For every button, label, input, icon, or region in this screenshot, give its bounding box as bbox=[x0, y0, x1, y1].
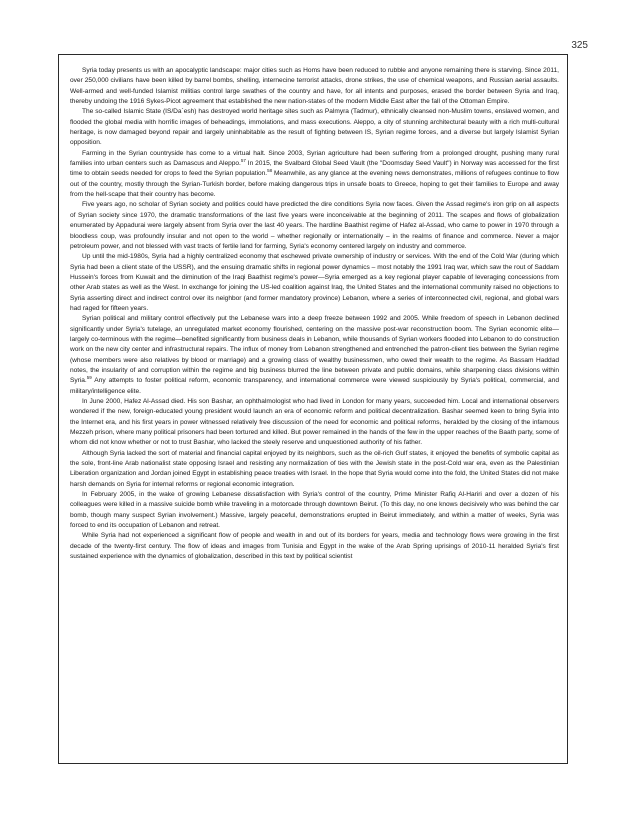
text-frame bbox=[58, 54, 568, 764]
paragraph-text: Farming in the Syrian countryside has come to a virtual halt. Since 2003, Syrian agriculture had been suffering from a prolonged drought, pushing many rural families into urban centers such as Damascus and Aleppo. bbox=[70, 149, 559, 168]
paragraph-7 bbox=[70, 397, 559, 449]
paragraph-9 bbox=[70, 490, 559, 531]
paragraph-text: Syrian political and military control effectively put the Lebanese wars into a deep freeze between 1992 and 2005. While freedom of speech in Lebanon declined significantly under Syria's tutelage, an unregulated market economy flourished, centering on the massive post-war reconstruction boom. The Syrian economic elite—largely co-terminous with the regime—benefited significantly from business deals in Lebanon, while thousands of Syrian workers flooded into Lebanon to do construction work on the new city center and infrastructural repairs. The influx of money from Lebanon strengthened and entrenched the patron-client ties between the Syrian regime (whose members were also relatives by blood or marriage) and a growing class of wealthy businessmen, who owed their wealth to the regime. As Bassam Haddad notes, the insularity of and corruption within the regime and big business blurred the line between private and public domains, while sharpening class divisions within Syria. bbox=[70, 315, 559, 385]
paragraph-text: While Syria had not experienced a significant flow of people and wealth in and out of its borders for years, media and technology flows were growing in the first decade of the twenty-first century. The flow of ideas and images from Tunisia and Egypt in the wake of the Arab Spring uprisings of 2010-11 heralded Syria's first sustained experience with the dynamics of globalization, described in this text by political scientist bbox=[70, 532, 559, 561]
paragraph-text: Although Syria lacked the sort of material and financial capital enjoyed by its neighbors, such as the oil-rich Gulf states, it enjoyed the benefits of symbolic capital as the sole, front-line Arab nationalist state opposing Israel and resisting any normalization of ties with the Jewish state in the post-Cold war era, even as the Palestinian Liberation organization and Jordan joined Egypt in establishing peace treaties with Israel. In the hope that Syria would come into the fold, the United States did not make harsh demands on Syria for internal reforms or regional economic integration. bbox=[70, 449, 559, 488]
paragraph-5 bbox=[70, 252, 559, 314]
paragraph-text: The so-called Islamic State (IS/Da`esh) has destroyed world heritage sites such as Palmyra (Tadmur), ethnically cleansed non-Muslim towns, enslaved women, and flooded the global media with horrific images of beheadings, immolations, and mass executions. Aleppo, a city of stunning architectural beauty with a rich multi-cultural heritage, is now damaged beyond repair and largely uninhabitable as the result of fighting between IS, Syrian regime forces, and a diverse but largely Islamist Syrian opposition. bbox=[70, 108, 559, 147]
paragraph-text: In 2015, the Svalbard Global Seed Vault (the "Doomsday Seed Vault") in Norway was accessed for the first time to obtain seeds needed for crops to feed the Syrian population. bbox=[70, 160, 559, 178]
paragraph-6 bbox=[70, 314, 559, 397]
paragraph-text: In February 2005, in the wake of growing Lebanese dissatisfaction with Syria's control of the country, Prime Minister Rafiq Al-Hariri and over a dozen of his colleagues were killed in a massive suicide bomb while traveling in a motorcade through downtown Beirut. (To this day, no one knows decisively who was behind the car bomb, though many suspect Syrian involvement.) Massive, largely peaceful, demonstrations erupted in Beirut immediately, and within a matter of weeks, Syria was forced to end its occupation of Lebanon and retreat. bbox=[70, 491, 559, 530]
paragraph-1 bbox=[70, 66, 559, 107]
page-number: 325 bbox=[571, 40, 588, 51]
paragraph-text: Meanwhile, as any glance at the evening news demonstrates, millions of refugees continue to flow out of the country, mostly through the Syrian-Turkish border, before making dangerous trips in unsafe boats to Greece, hoping to get their families to Europe and away from the hell-scape that their country has become. bbox=[70, 170, 559, 199]
paragraph-3 bbox=[70, 149, 559, 201]
paragraph-4 bbox=[70, 200, 559, 252]
footnote-ref-58[interactable]: 58 bbox=[267, 168, 273, 174]
paragraph-text: Five years ago, no scholar of Syrian society and politics could have predicted the dire conditions Syria now faces. Given the Assad regime's iron grip on all aspects of Syrian society since 1970, the dramatic transformations of the last five years were inconceivable at the beginning of 2011. The scapes and flows of globalization enumerated by Appadurai were largely absent from Syria over the last 40 years. The hardline Baathist regime of Hafez al-Assad, who came to power in 1970 through a bloodless coup, was profoundly insular and not open to the world – whether regionally or internationally – in the realms of finance and commerce. Never a major petroleum power, and not blessed with vast tracts of fertile land for farming, Syria's economy centered largely on industry and commerce. bbox=[70, 201, 559, 250]
footnote-ref-57[interactable]: 57 bbox=[240, 157, 246, 163]
paragraph-8 bbox=[70, 449, 559, 490]
paragraph-text: Up until the mid-1980s, Syria had a highly centralized economy that eschewed private ownership of industry or services. With the end of the Cold War (during which Syria had been a client state of the USSR), and the ensuing dramatic shifts in regional power dynamics – most notably the 1991 Iraq war, which saw the rout of Saddam Hussein's forces from Kuwait and the diminution of the Iraqi Baathist regime's power—Syria emerged as a key regional player capable of leveraging concessions from other Arab states as well as the West. In exchange for joining the US-led coalition against Iraq, the United States and the international community raised no objections to Syria asserting direct and indirect control over its neighbor (and former mandatory province) Lebanon, where a series of interconnected civil, regional, and global wars had raged for fifteen years. bbox=[70, 253, 559, 312]
paragraph-10 bbox=[70, 531, 559, 562]
footnote-ref-59[interactable]: 59 bbox=[86, 375, 92, 381]
paragraph-text: In June 2000, Hafez Al-Assad died. His son Bashar, an ophthalmologist who had lived in London for many years, succeeded him. Local and international observers wondered if the new, foreign-educated young president would launch an era of economic reform and political decentralization. Bashar seemed keen to bring Syria into the Internet era, and his first years in power witnessed relatively free discussion of the need for economic and political reforms, heralded by the closing of the infamous Mezzeh prison, where many political prisoners had been tortured and killed. But power remained in the hands of the few in the upper reaches of the Baath party, some of whom did not know whether or not to trust Bashar, who lacked the steely reserve and unquestioned authority of his father. bbox=[70, 398, 559, 447]
paragraph-text: Syria today presents us with an apocalyptic landscape: major cities such as Homs have been reduced to rubble and anyone remaining there is starving. Since 2011, over 250,000 civilians have been killed by barrel bombs, shelling, internecine terrorist attacks, drone strikes, the use of chemical weapons, and Russian aerial assaults. Well-armed and well-funded Islamist militias control large swathes of the country and have, for all intents and purposes, erased the border between Syria and Iraq, thereby undoing the 1916 Sykes-Picot agreement that established the new nation-states of the modern Middle East after the fall of the Ottoman Empire. bbox=[70, 67, 559, 106]
paragraph-2 bbox=[70, 107, 559, 148]
paragraph-text: Any attempts to foster political reform, economic transparency, and international commerce were viewed suspiciously by Syria's political, commercial, and military/intelligence elite. bbox=[70, 377, 559, 395]
